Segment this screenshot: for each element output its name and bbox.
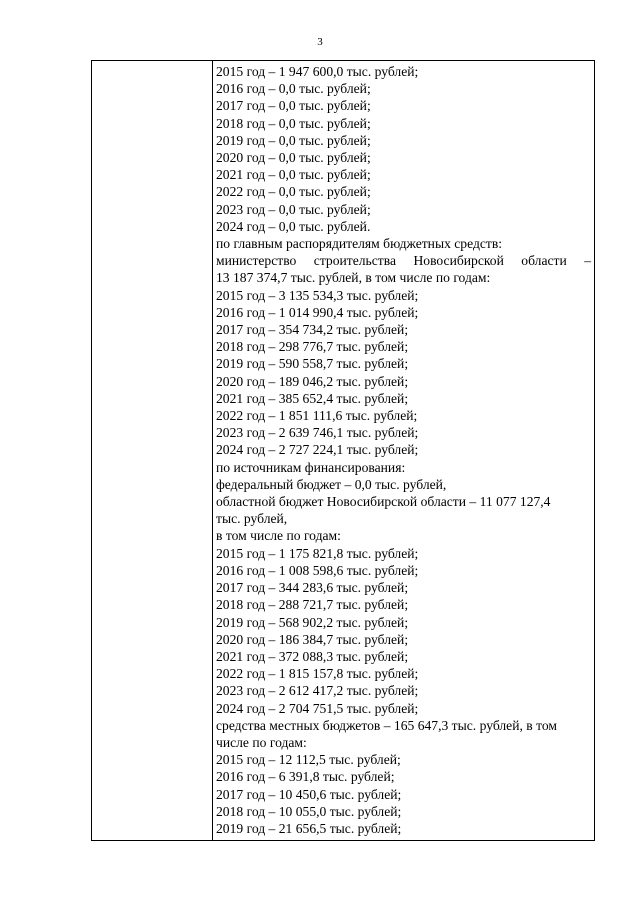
text-line: 2022 год – 1 815 157,8 тыс. рублей;	[216, 666, 419, 682]
text-line: 2023 год – 2 639 746,1 тыс. рублей;	[216, 425, 419, 441]
text-line: 2022 год – 0,0 тыс. рублей;	[216, 184, 371, 200]
text-line: 2015 год – 12 112,5 тыс. рублей;	[216, 752, 401, 768]
text-line: 2018 год – 288 721,7 тыс. рублей;	[216, 597, 409, 613]
text-line: 2017 год – 354 734,2 тыс. рублей;	[216, 322, 409, 338]
text-line: 2016 год – 6 391,8 тыс. рублей;	[216, 769, 395, 785]
text-line: министерство строительства Новосибирской области –	[216, 253, 591, 269]
text-line: 2024 год – 0,0 тыс. рублей.	[216, 218, 371, 234]
text-line: в том числе по годам:	[216, 528, 341, 544]
text-line: 2016 год – 0,0 тыс. рублей;	[216, 81, 371, 97]
page-number: 3	[317, 36, 323, 48]
text-line: 2021 год – 372 088,3 тыс. рублей;	[216, 648, 409, 664]
text-line: 2021 год – 385 652,4 тыс. рублей;	[216, 390, 409, 406]
text-line: 2019 год – 568 902,2 тыс. рублей;	[216, 614, 409, 630]
section-heading: по источникам финансирования:	[216, 459, 406, 475]
text-line: областной бюджет Новосибирской области – 11 077 127,4	[216, 494, 551, 510]
text-line: 2017 год – 10 450,6 тыс. рублей;	[216, 786, 402, 802]
text-line: 2023 год – 0,0 тыс. рублей;	[216, 201, 371, 217]
table-left-cell	[92, 61, 213, 840]
text-line: 2022 год – 1 851 111,6 тыс. рублей;	[216, 408, 418, 424]
text-line: 2020 год – 0,0 тыс. рублей;	[216, 150, 371, 166]
text-line: 2017 год – 0,0 тыс. рублей;	[216, 98, 371, 114]
text-line: 2016 год – 1 014 990,4 тыс. рублей;	[216, 304, 419, 320]
text-line: федеральный бюджет – 0,0 тыс. рублей,	[216, 476, 447, 492]
text-line: 2018 год – 10 055,0 тыс. рублей;	[216, 803, 402, 819]
funding-table	[91, 60, 595, 841]
section-heading: по главным распорядителям бюджетных средств:	[216, 236, 503, 252]
text-line: 13 187 374,7 тыс. рублей, в том числе по годам:	[216, 270, 491, 286]
text-line: 2021 год – 0,0 тыс. рублей;	[216, 167, 371, 183]
text-line: 2019 год – 0,0 тыс. рублей;	[216, 132, 371, 148]
text-line: 2015 год – 1 947 600,0 тыс. рублей;	[216, 64, 419, 79]
text-line: числе по годам:	[216, 734, 307, 750]
text-line: средства местных бюджетов – 165 647,3 тыс. рублей, в том	[216, 717, 558, 733]
text-line: 2024 год – 2 727 224,1 тыс. рублей;	[216, 442, 419, 458]
text-line: 2019 год – 590 558,7 тыс. рублей;	[216, 356, 409, 372]
text-line: 2020 год – 189 046,2 тыс. рублей;	[216, 373, 409, 389]
text-line: 2024 год – 2 704 751,5 тыс. рублей;	[216, 700, 419, 716]
text-line: 2016 год – 1 008 598,6 тыс. рублей;	[216, 562, 419, 578]
table-right-cell	[213, 61, 594, 840]
text-line: тыс. рублей,	[216, 511, 288, 527]
text-line: 2020 год – 186 384,7 тыс. рублей;	[216, 631, 409, 647]
text-line: 2018 год – 0,0 тыс. рублей;	[216, 115, 371, 131]
text-line: 2017 год – 344 283,6 тыс. рублей;	[216, 580, 409, 596]
text-line: 2019 год – 21 656,5 тыс. рублей;	[216, 820, 402, 836]
text-line: 2023 год – 2 612 417,2 тыс. рублей;	[216, 683, 419, 699]
text-line: 2015 год – 1 175 821,8 тыс. рублей;	[216, 545, 419, 561]
text-line: 2015 год – 3 135 534,3 тыс. рублей;	[216, 287, 419, 303]
text-line: 2018 год – 298 776,7 тыс. рублей;	[216, 339, 409, 355]
